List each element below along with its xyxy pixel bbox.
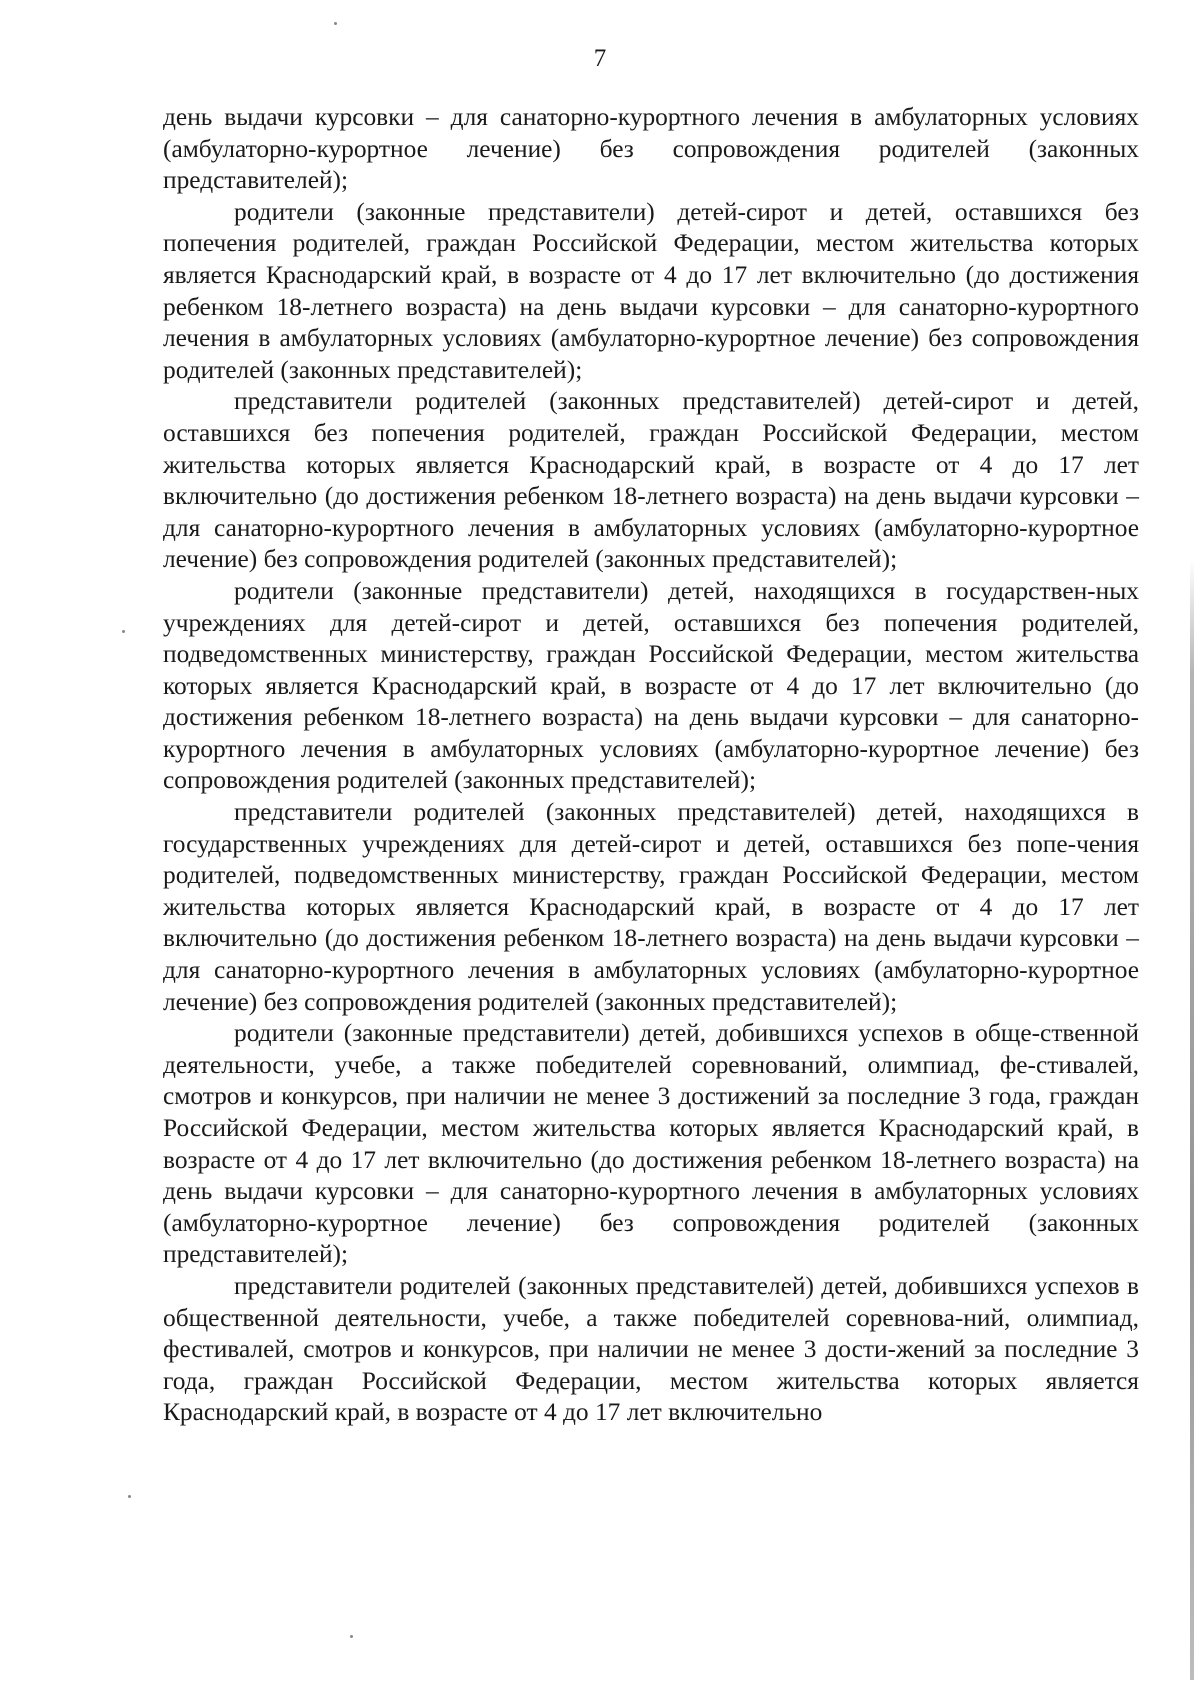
- paragraph: представители родителей (законных представителей) детей-сирот и детей, оставшихся без попечения родителей, граждан Российской Федерации, местом жительства которых является Краснодарский край, в возрасте от 4 до 17 лет включительно (до достижения ребенком 18-летнего возраста) на день выдачи курсовки – для санаторно-курортного лечения в амбулаторных условиях (амбулаторно-курортное лечение) без сопровождения родителей (законных представителей);: [163, 387, 1139, 574]
- scan-speck: [122, 630, 125, 633]
- document-body: [163, 102, 1139, 1429]
- scan-speck: [350, 1635, 353, 1638]
- paragraph: представители родителей (законных представителей) детей, добившихся успехов в общественной деятельности, учебе, а также победителей соревнова-ний, олимпиад, фестивалей, смотров и конкурсов, при наличии не менее 3 дости-жений за последние 3 года, граждан Российской Федерации, местом жительства которых является Краснодарский край, в возрасте от 4 до 17 лет включительно: [163, 1271, 1139, 1427]
- paragraph: представители родителей (законных представителей) детей, находящихся в государственных учреждениях для детей-сирот и детей, оставшихся без попе-чения родителей, подведомственных министерству, граждан Российской Федерации, местом жительства которых является Краснодарский край, в возрасте от 4 до 17 лет включительно (до достижения ребенком 18-летнего возраста) на день выдачи курсовки – для санаторно-курортного лечения в амбулаторных условиях (амбулаторно-курортное лечение) без сопровождения родителей (законных представителей);: [163, 798, 1139, 1016]
- scan-speck: [128, 1495, 131, 1498]
- paragraph: день выдачи курсовки – для санаторно-курортного лечения в амбулаторных условиях (амбулаторно-курортное лечение) без сопровождения родителей (законных представителей);: [163, 103, 1139, 195]
- paragraph: родители (законные представители) детей-сирот и детей, оставшихся без попечения родителей, граждан Российской Федерации, местом жительства которых является Краснодарский край, в возрасте от 4 до 17 лет включительно (до достижения ребенком 18-летнего возраста) на день выдачи курсовки – для санаторно-курортного лечения в амбулаторных условиях (амбулаторно-курортное лечение) без сопровождения родителей (законных представителей);: [163, 197, 1139, 384]
- paragraph: родители (законные представители) детей, находящихся в государствен-ных учреждениях для детей-сирот и детей, оставшихся без попечения родителей, подведомственных министерству, граждан Российской Федерации, местом жительства которых является Краснодарский край, в возрасте от 4 до 17 лет включительно (до достижения ребенком 18-летнего возраста) на день выдачи курсовки – для санаторно-курортного лечения в амбулаторных условиях (амбулаторно-курортное лечение) без сопровождения родителей (законных представителей);: [163, 576, 1139, 795]
- paragraph: родители (законные представители) детей, добившихся успехов в обще-ственной деятельности, учебе, а также победителей соревнований, олимпиад, фе-стивалей, смотров и конкурсов, при наличии не менее 3 достижений за последние 3 года, граждан Российской Федерации, местом жительства которых является Краснодарский край, в возрасте от 4 до 17 лет включительно (до достижения ребенком 18-летнего возраста) на день выдачи курсовки – для санаторно-курортного лечения в амбулаторных условиях (амбулаторно-курортное лечение) без сопровождения родителей (законных представителей);: [163, 1019, 1139, 1269]
- page-number: 7: [593, 45, 607, 72]
- scan-speck: [334, 22, 337, 25]
- scan-edge-artifact: [1190, 560, 1194, 1680]
